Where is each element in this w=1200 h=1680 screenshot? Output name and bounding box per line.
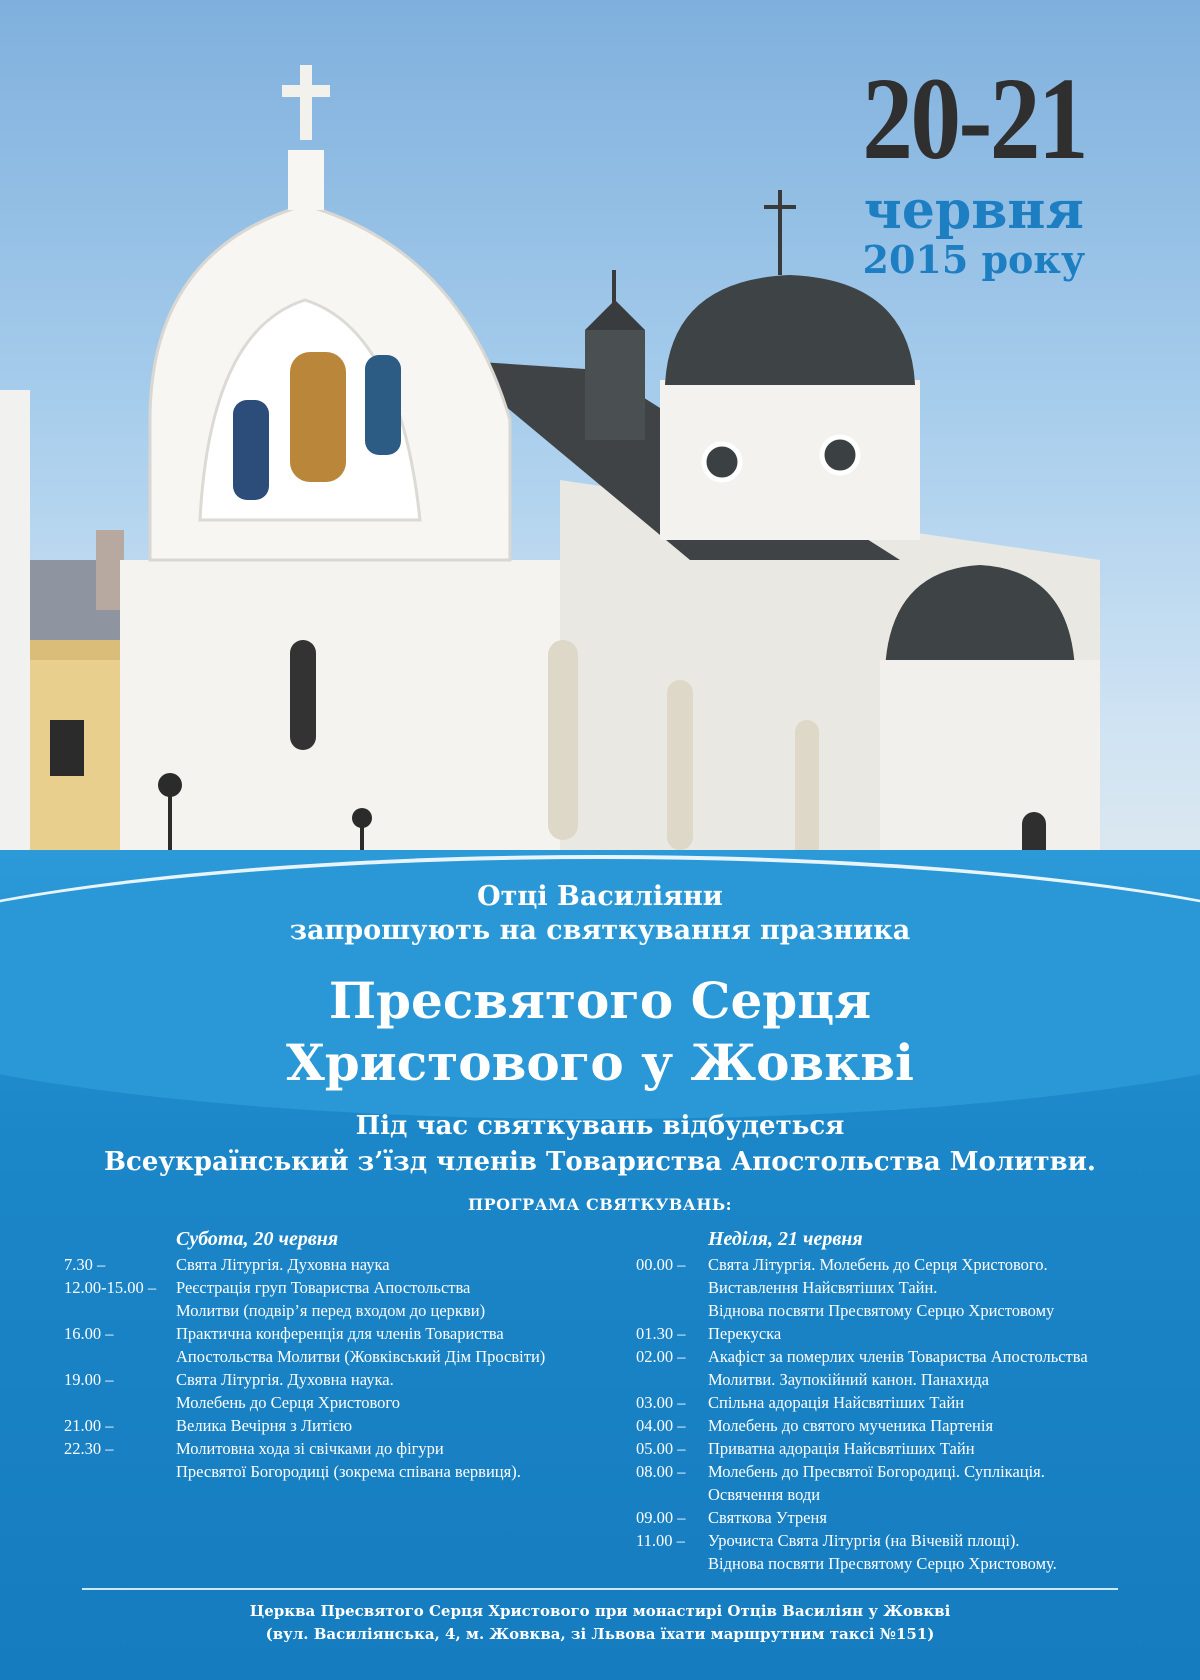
schedule-time: 12.00-15.00 – [64, 1278, 157, 1297]
schedule-time: 22.30 – [64, 1439, 114, 1458]
schedule-row [636, 1322, 1156, 1345]
schedule-row [64, 1368, 604, 1391]
saturday-heading: Субота, 20 червня [176, 1228, 339, 1250]
schedule-time: 7.30 – [64, 1255, 106, 1274]
schedule-row [636, 1368, 1156, 1391]
schedule-time: 01.30 – [636, 1324, 686, 1343]
footer-line-1: Церква Пресвятого Серця Христового при монастирі Отців Василіян у Жовкві [249, 1602, 951, 1620]
schedule-text: Перекуска [708, 1324, 782, 1343]
subtitle-line-2: Всеукраїнський з’їзд членів Товариства Апостольства Молитви. [104, 1147, 1096, 1177]
schedule-time [64, 1345, 176, 1368]
schedule-text: Реєстрація груп Товариства Апостольства [176, 1278, 471, 1297]
schedule-time [64, 1299, 176, 1322]
feast-title-line-2: Христового у Жовкві [285, 1033, 915, 1092]
event-subtitle [0, 1108, 1200, 1180]
schedule-time [636, 1276, 708, 1299]
schedule-text: Акафіст за померлих членів Товариства Апостольства [708, 1347, 1088, 1366]
schedule-time: 09.00 – [636, 1508, 686, 1527]
schedule-row [636, 1460, 1156, 1483]
schedule-time: 03.00 – [636, 1393, 686, 1412]
schedule-text: Святкова Утреня [708, 1508, 827, 1527]
schedule-time [636, 1552, 708, 1575]
schedule-row [636, 1391, 1156, 1414]
schedule-row [636, 1345, 1156, 1368]
schedule-row [636, 1276, 1156, 1299]
schedule-row [636, 1299, 1156, 1322]
schedule-row [636, 1253, 1156, 1276]
schedule-time: 05.00 – [636, 1439, 686, 1458]
schedule-time [636, 1483, 708, 1506]
schedule-time: 04.00 – [636, 1416, 686, 1435]
schedule-row [64, 1345, 604, 1368]
schedule-row [64, 1253, 604, 1276]
schedule-time: 21.00 – [64, 1416, 114, 1435]
schedule-text: Молебень до Пресвятої Богородиці. Суплікація. [708, 1462, 1045, 1481]
feast-title-line-1: Пресвятого Серця [328, 971, 872, 1030]
schedule-row [636, 1483, 1156, 1506]
intro-line-1: Отці Василіяни [477, 881, 723, 912]
schedule-text: Молебень до Серця Христового [176, 1393, 401, 1412]
footer-divider [82, 1588, 1118, 1590]
schedule-row [636, 1529, 1156, 1552]
schedule-text: Молитви (подвір’я перед входом до церкви) [176, 1301, 486, 1320]
schedule-time [636, 1299, 708, 1322]
schedule-time: 11.00 – [636, 1531, 685, 1550]
schedule-text: Велика Вечірня з Литією [176, 1416, 353, 1435]
schedule-text: Апостольства Молитви (Жовківський Дім Просвіти) [176, 1347, 546, 1366]
schedule-row [64, 1414, 604, 1437]
schedule-text: Молитовна хода зі свічками до фігури [176, 1439, 444, 1458]
schedule-text: Молебень до святого мученика Партенія [708, 1416, 994, 1435]
schedule-row [636, 1506, 1156, 1529]
schedule-text: Свята Літургія. Молебень до Серця Христового. [708, 1255, 1048, 1274]
schedule-row [64, 1299, 604, 1322]
date-month: червня [863, 180, 1084, 241]
schedule-text: Виставлення Найсвятіших Тайн. [708, 1278, 938, 1297]
footer-line-2: (вул. Василіянська, 4, м. Жовква, зі Львова їхати маршрутним таксі №151) [265, 1625, 935, 1643]
program-heading: ПРОГРАМА СВЯТКУВАНЬ: [467, 1195, 733, 1214]
schedule-row [64, 1460, 604, 1483]
schedule-time [64, 1391, 176, 1414]
date-days: 20-21 [861, 53, 1086, 184]
schedule-row [64, 1437, 604, 1460]
schedule-row [64, 1276, 604, 1299]
schedule-text: Спільна адорація Найсвятіших Тайн [708, 1393, 965, 1412]
schedule-row [636, 1552, 1156, 1575]
schedule-text: Практична конференція для членів Товариства [176, 1324, 504, 1343]
schedule-time: 00.00 – [636, 1255, 686, 1274]
schedule-text: Віднова посвяти Пресвятому Серцю Христовому [708, 1301, 1055, 1320]
schedule-text: Урочиста Свята Літургія (на Вічевій площі). [708, 1531, 1020, 1550]
schedule-row [64, 1322, 604, 1345]
schedule-text: Свята Літургія. Духовна наука [176, 1255, 390, 1274]
sunday-schedule [636, 1228, 1156, 1575]
schedule-time: 02.00 – [636, 1347, 686, 1366]
sunday-heading: Неділя, 21 червня [708, 1228, 863, 1250]
schedule-row [64, 1391, 604, 1414]
intro-line-2: запрошують на святкування празника [289, 915, 911, 946]
schedule-time: 16.00 – [64, 1324, 114, 1343]
schedule-text: Молитви. Заупокійний канон. Панахида [708, 1370, 990, 1389]
schedule-time: 08.00 – [636, 1462, 686, 1481]
schedule-row [636, 1437, 1156, 1460]
schedule-text: Освячення води [708, 1485, 821, 1504]
schedule-row [636, 1414, 1156, 1437]
footer-address [0, 1600, 1200, 1646]
subtitle-line-1: Під час святкувань відбудеться [355, 1111, 845, 1141]
schedule-text: Свята Літургія. Духовна наука. [176, 1370, 394, 1389]
schedule-text: Пресвятої Богородиці (зокрема співана вервиця). [176, 1462, 521, 1481]
date-year: 2015 року [862, 237, 1086, 283]
schedule-time [636, 1368, 708, 1391]
event-date [844, 53, 1104, 283]
feast-title [0, 970, 1200, 1094]
schedule-text: Приватна адорація Найсвятіших Тайн [708, 1439, 975, 1458]
intro-text [0, 880, 1200, 948]
saturday-schedule [64, 1228, 604, 1483]
schedule-text: Віднова посвяти Пресвятому Серцю Христовому. [708, 1554, 1057, 1573]
schedule-time: 19.00 – [64, 1370, 114, 1389]
schedule-time [64, 1460, 176, 1483]
